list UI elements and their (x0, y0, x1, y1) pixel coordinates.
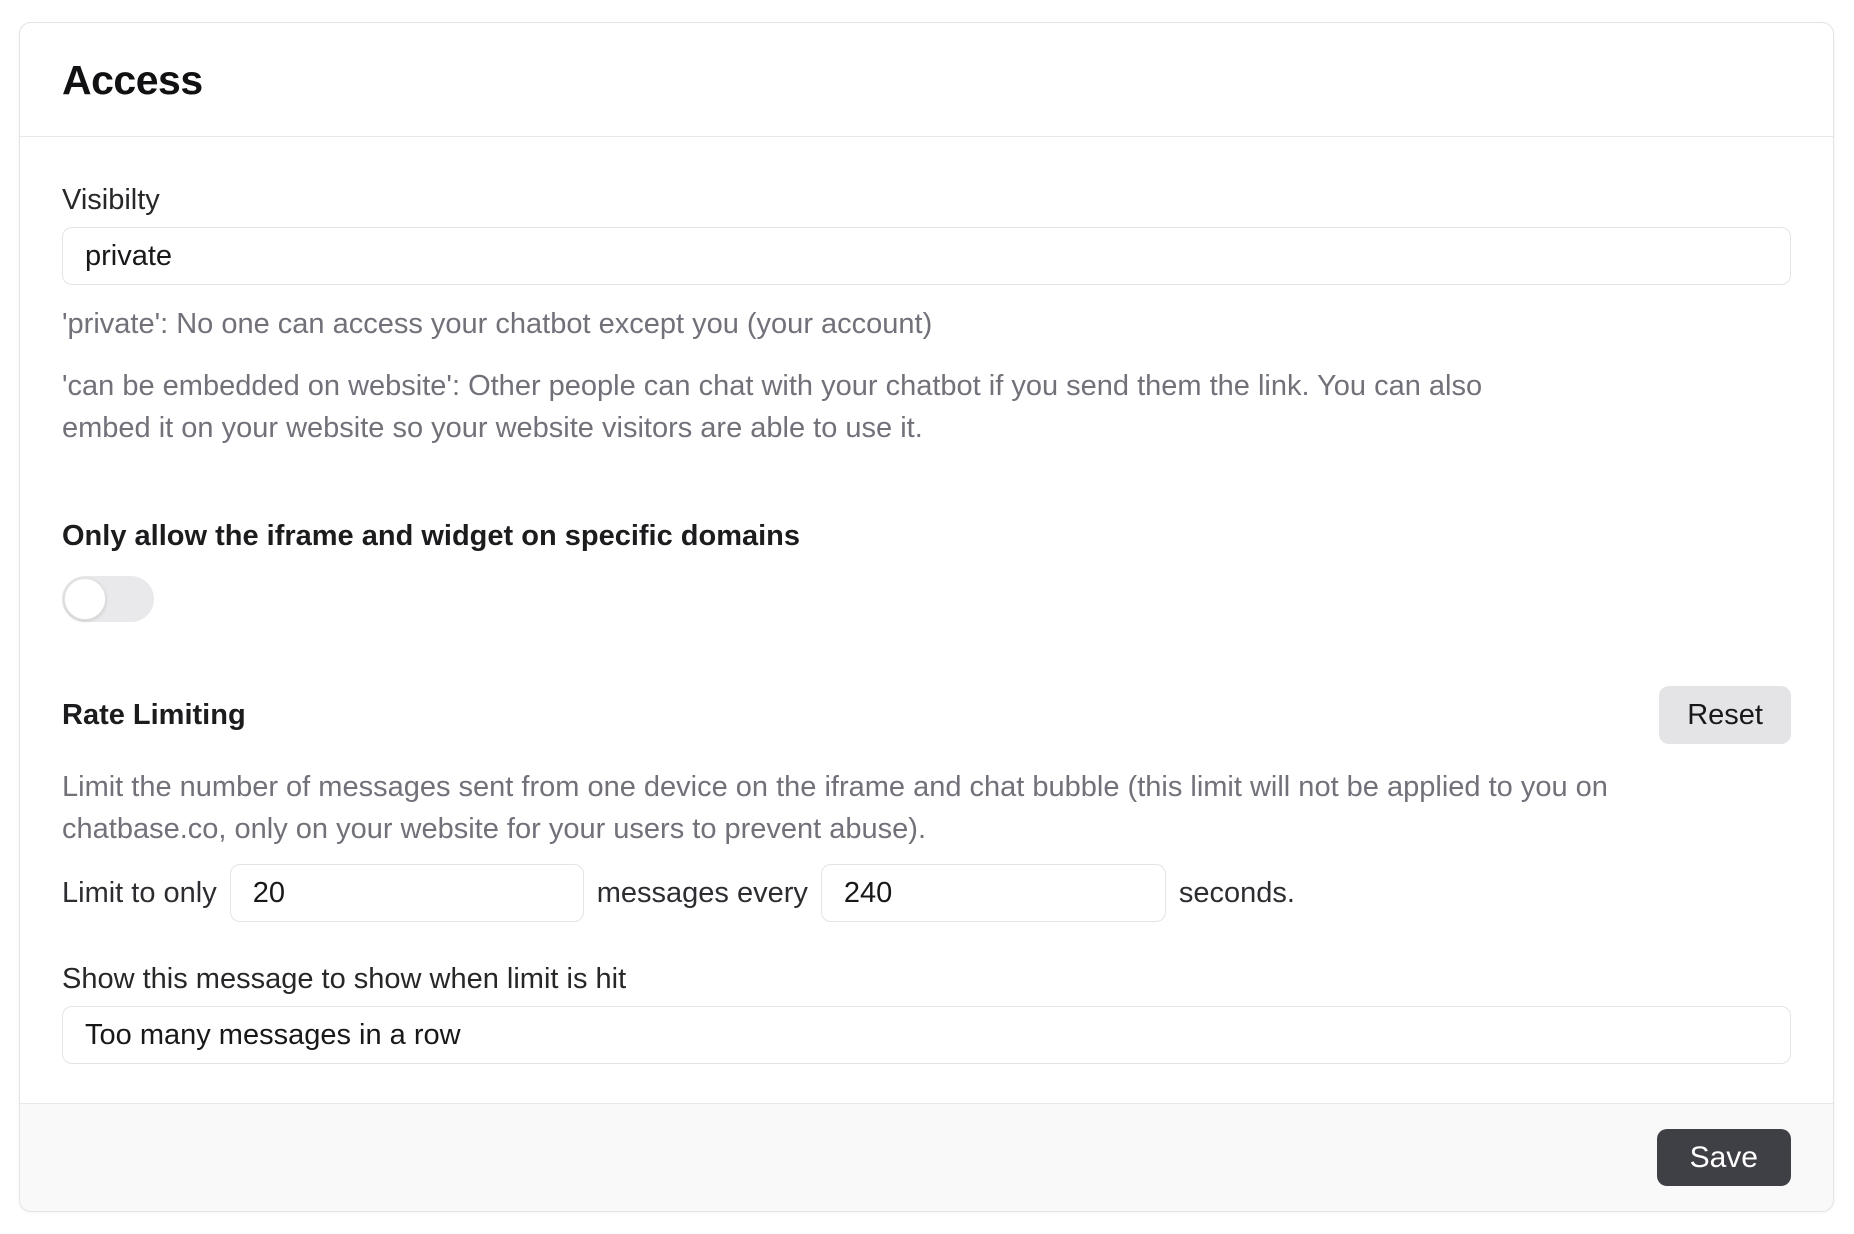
limit-prefix-label: Limit to only (62, 876, 217, 909)
card-body (20, 137, 1833, 1103)
visibility-label: Visibilty (62, 184, 160, 216)
limit-suffix-label: seconds. (1178, 876, 1295, 909)
domains-toggle-label: Only allow the iframe and widget on specific domains (62, 520, 801, 552)
rate-limiting-header (62, 686, 1791, 744)
seconds-interval-input[interactable] (821, 864, 1166, 922)
domains-toggle-section (62, 519, 1791, 622)
page-title: Access (62, 57, 203, 103)
domains-toggle-switch[interactable] (62, 576, 154, 622)
visibility-help-private: 'private': No one can access your chatbot except you (your account) (62, 308, 933, 340)
visibility-select[interactable]: private (62, 227, 1791, 285)
rate-limit-row (62, 864, 1791, 922)
rate-limiting-description: Limit the number of messages sent from one device on the iframe and chat bubble (this limit will not be applied to you on chatbase.co, only on your website for your users to prevent abuse). (62, 771, 1608, 845)
toggle-knob (64, 578, 106, 620)
reset-button[interactable]: Reset (1659, 686, 1791, 744)
rate-limiting-title: Rate Limiting (62, 698, 246, 731)
save-button[interactable]: Save (1657, 1129, 1791, 1186)
visibility-help-embed: 'can be embedded on website': Other people can chat with your chatbot if you send them the link. You can also embed it on your website so your website visitors are able to use it. (62, 370, 1483, 444)
limit-message-input[interactable] (62, 1006, 1791, 1064)
limit-middle-label: messages every (596, 876, 808, 909)
card-footer (20, 1103, 1833, 1211)
card-header (20, 23, 1833, 137)
limit-message-label: Show this message to show when limit is hit (62, 963, 627, 995)
messages-limit-input[interactable] (230, 864, 584, 922)
access-settings-card (19, 22, 1834, 1212)
